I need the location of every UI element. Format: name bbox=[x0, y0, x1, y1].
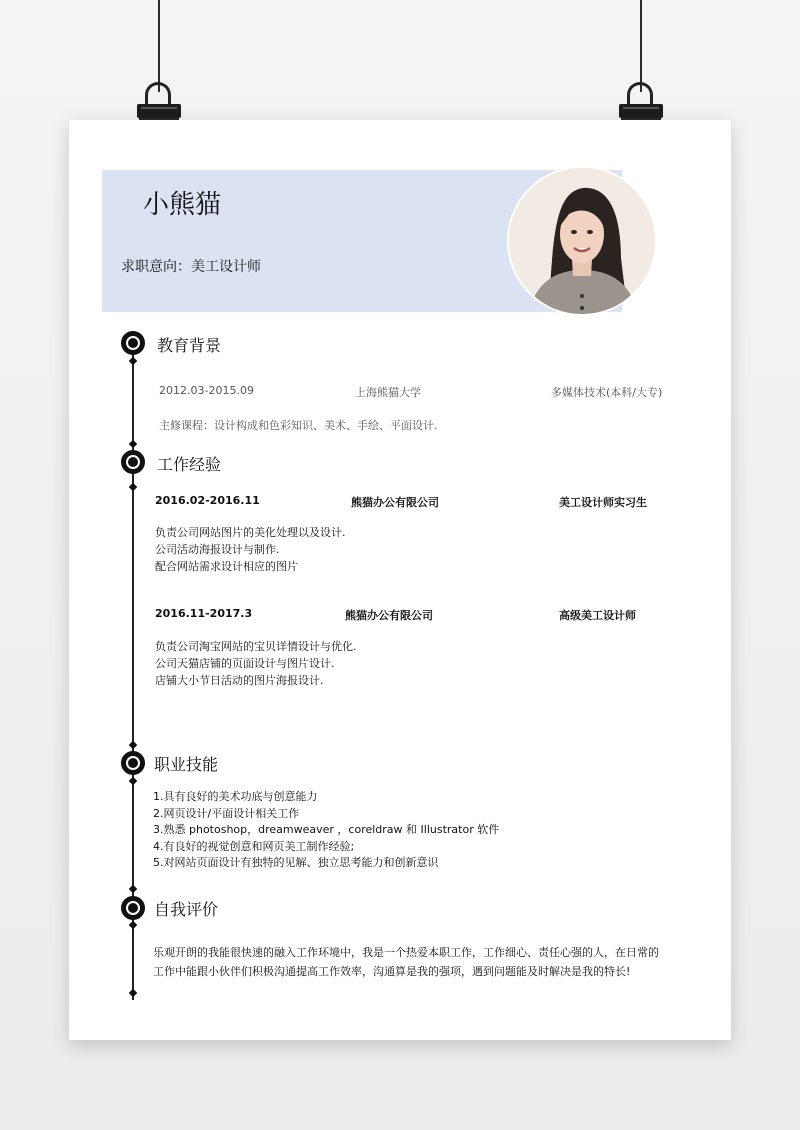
timeline-dot-icon bbox=[129, 440, 137, 448]
job-2-company: 熊猫办公有限公司 bbox=[345, 609, 433, 622]
skill-item: 1.具有良好的美术功底与创意能力 bbox=[153, 790, 318, 803]
resume-paper bbox=[69, 120, 731, 1040]
duty-line: 公司天猫店铺的页面设计与图片设计. bbox=[155, 657, 335, 670]
self-evaluation bbox=[153, 943, 659, 981]
section-title-work: 工作经验 bbox=[157, 455, 222, 474]
self-eval-line: 乐观开朗的我能很快速的融入工作环境中，我是一个热爱本职工作，工作细心、责任心强的人，在日常的 bbox=[153, 946, 659, 959]
duty-line: 负责公司淘宝网站的宝贝详情设计与优化. bbox=[155, 640, 357, 653]
timeline-dot-icon bbox=[129, 741, 137, 749]
job-2-duties bbox=[155, 638, 357, 689]
timeline-dot-icon bbox=[129, 989, 137, 997]
section-title-self: 自我评价 bbox=[154, 900, 219, 919]
job-2-position: 高级美工设计师 bbox=[559, 609, 636, 622]
education-school: 上海熊猫大学 bbox=[355, 386, 421, 399]
job-1-company: 熊猫办公有限公司 bbox=[351, 496, 439, 509]
skill-item: 4.有良好的视觉创意和网页美工制作经验; bbox=[153, 839, 355, 853]
duty-line: 公司活动海报设计与制作. bbox=[155, 543, 280, 556]
portrait-icon bbox=[509, 168, 655, 314]
section-title-skills: 职业技能 bbox=[154, 755, 219, 774]
skill-item: 3.熟悉 photoshop，dreamweaver ，coreldraw 和 Illustrator 软件 bbox=[153, 823, 500, 836]
timeline-dot-icon bbox=[129, 885, 137, 893]
education-courses: 主修课程：设计构成和色彩知识、美术、手绘、平面设计. bbox=[159, 419, 438, 432]
job-1-duties bbox=[155, 524, 346, 575]
self-eval-line: 工作中能跟小伙伴们积极沟通提高工作效率，沟通算是我的强项，遇到问题能及时解决是我的特长! bbox=[153, 965, 631, 978]
skill-item: 2.网页设计/平面设计相关工作 bbox=[153, 806, 300, 820]
skills-list bbox=[153, 789, 499, 872]
timeline-dot-icon bbox=[129, 921, 137, 929]
avatar bbox=[507, 166, 657, 316]
education-major: 多媒体技术(本科/大专) bbox=[551, 386, 663, 399]
duty-line: 店铺大小节日活动的图片海报设计. bbox=[155, 674, 324, 687]
hanging-string-left bbox=[158, 0, 160, 92]
education-period: 2012.03-2015.09 bbox=[159, 384, 254, 397]
skill-item: 5.对网站页面设计有独特的见解、独立思考能力和创新意识 bbox=[153, 856, 439, 869]
job-intent: 求职意向：美工设计师 bbox=[121, 259, 261, 275]
job-1-position: 美工设计师实习生 bbox=[559, 496, 647, 509]
job-2-period: 2016.11-2017.3 bbox=[155, 607, 253, 620]
work-marker-icon bbox=[121, 450, 145, 474]
job-1-period: 2016.02-2016.11 bbox=[155, 494, 260, 507]
hanging-string-right bbox=[640, 0, 642, 92]
duty-line: 负责公司网站图片的美化处理以及设计. bbox=[155, 526, 346, 539]
candidate-name: 小熊猫 bbox=[143, 190, 222, 220]
self-eval-marker-icon bbox=[121, 896, 145, 920]
skills-marker-icon bbox=[121, 751, 145, 775]
section-title-education: 教育背景 bbox=[157, 336, 222, 355]
timeline-dot-icon bbox=[129, 357, 137, 365]
duty-line: 配合网站需求设计相应的图片 bbox=[155, 560, 298, 573]
timeline-dot-icon bbox=[129, 483, 137, 491]
education-marker-icon bbox=[121, 331, 145, 355]
timeline-dot-icon bbox=[129, 777, 137, 785]
